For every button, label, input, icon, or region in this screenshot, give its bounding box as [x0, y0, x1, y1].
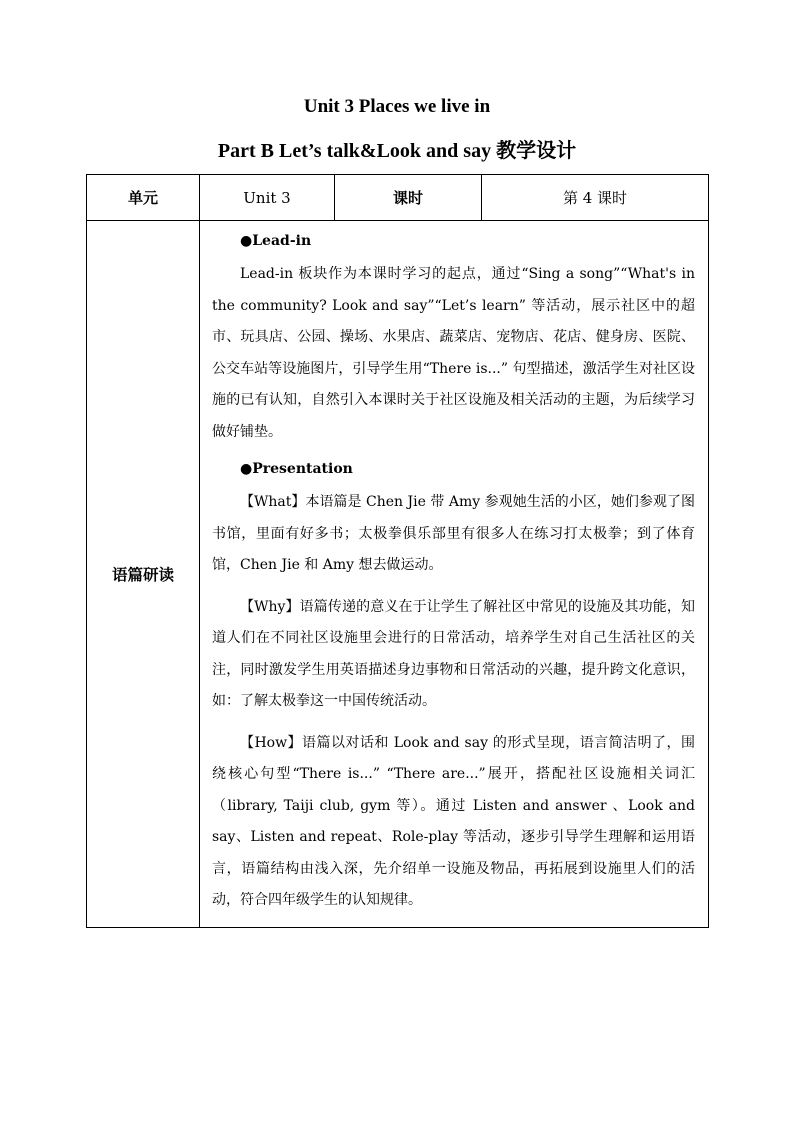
- leadin-paragraph: Lead-in 板块作为本课时学习的起点，通过“Sing a song”“What's in the community? Look and say”“Let’s learn” 等活动，展示社区中的超市、玩具店、公园、操场、水果店、蔬菜店、宠物店、花店、健身房、医院、公交车站等设施图片，引导学生用“There is...” 句型描述，激活学生对社区设施的已有认知，自然引入本课时关于社区设施及相关活动的主题，为后续学习做好铺垫。: [212, 266, 695, 440]
- text-analysis-row: [87, 221, 709, 928]
- lesson-plan-table: [86, 174, 709, 928]
- presentation-heading: ●Presentation: [240, 461, 353, 477]
- lesson-label-cell: 课时: [335, 175, 482, 221]
- leadin-heading: ●Lead-in: [240, 233, 312, 249]
- unit-value-cell: Unit 3: [200, 175, 335, 221]
- section-label-cell: 语篇研读: [87, 221, 200, 928]
- what-paragraph: 【What】本语篇是 Chen Jie 带 Amy 参观她生活的小区，她们参观了图书馆，里面有好多书；太极拳俱乐部里有很多人在练习打太极拳；到了体育馆，Chen Jie 和 Amy 想去做运动。: [212, 494, 695, 573]
- doc-title-part: Part B Let’s talk&Look and say 教学设计: [217, 140, 577, 162]
- how-paragraph: 【How】语篇以对话和 Look and say 的形式呈现，语言简洁明了，围绕核心句型“There is...” “There are...”展开，搭配社区设施相关词汇（library, Taiji club, gym 等）。通过 Listen and answer 、Look and say、Listen and repeat、Role-play 等活动，逐步引导学生理解和运用语言，语篇结构由浅入深，先介绍单一设施及物品，再拓展到设施里人们的活动，符合四年级学生的认知规律。: [212, 734, 695, 908]
- unit-label-cell: 单元: [87, 175, 200, 221]
- doc-title-unit: Unit 3 Places we live in: [303, 96, 491, 117]
- lesson-value-cell: 第 4 课时: [482, 175, 709, 221]
- section-content: [200, 221, 708, 927]
- why-paragraph: 【Why】语篇传递的意义在于让学生了解社区中常见的设施及其功能，知道人们在不同社区设施里会进行的日常活动，培养学生对自己生活社区的关注，同时激发学生用英语描述身边事物和日常活动的兴趣，提升跨文化意识，如：了解太极拳这一中国传统活动。: [212, 598, 695, 709]
- section-content-cell: [200, 221, 709, 928]
- table-header-row: [87, 175, 709, 221]
